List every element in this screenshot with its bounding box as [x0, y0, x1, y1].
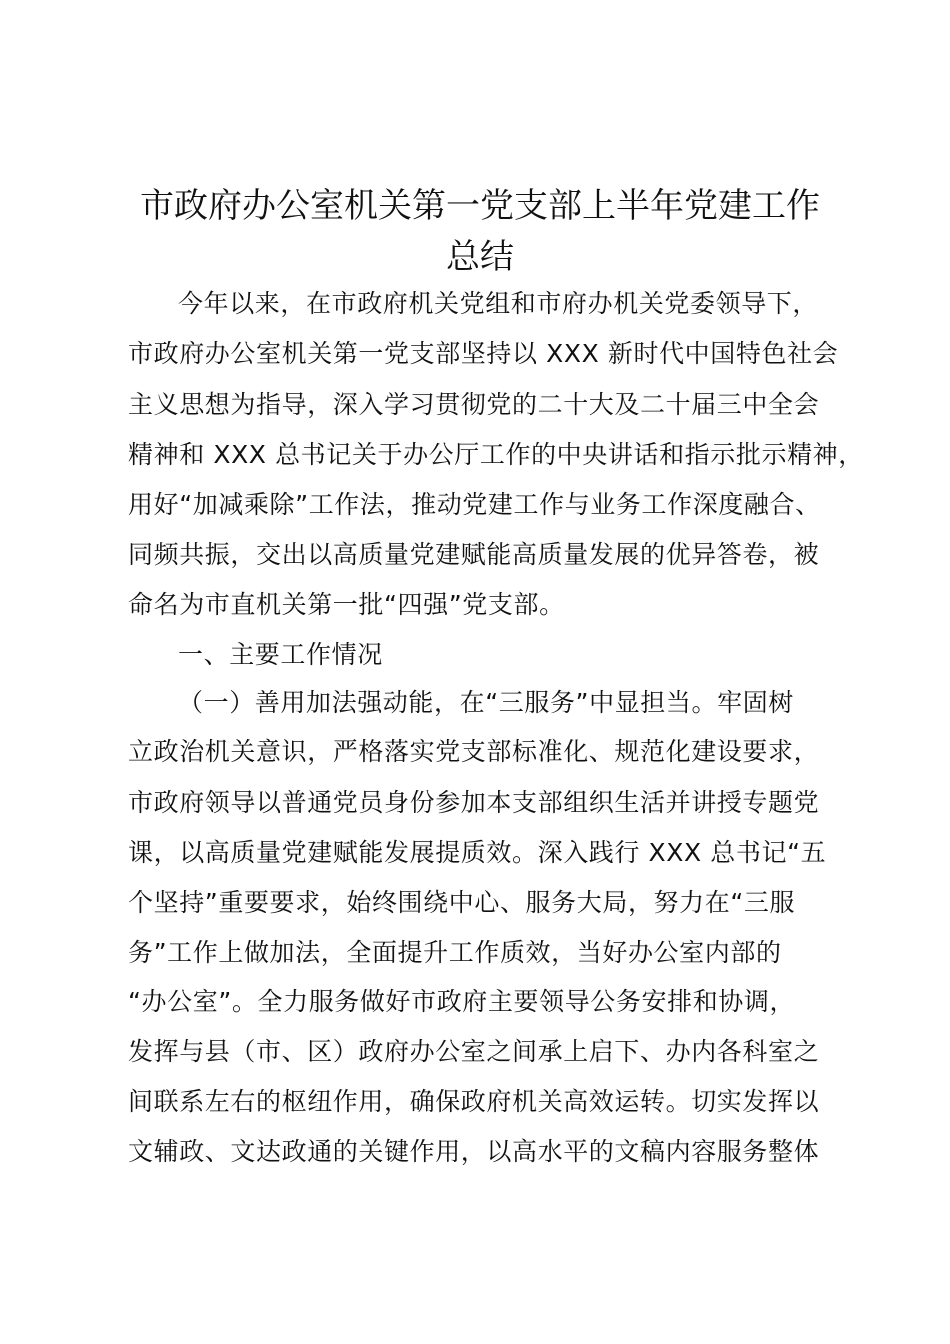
intro-line-6: 同频共振，交出以高质量党建赋能高质量发展的优异答卷，被 [128, 540, 820, 569]
sub1-line-9: 间联系左右的枢纽作用，确保政府机关高效运转。切实发挥以 [128, 1087, 820, 1116]
sub1-line-4: 课，以高质量党建赋能发展提质效。深入践行 XXX 总书记“五 [128, 838, 827, 867]
intro-line-4: 精神和 XXX 总书记关于办公厅工作的中央讲话和指示批示精神， [128, 440, 864, 469]
intro-line-3: 主义思想为指导，深入学习贯彻党的二十大及二十届三中全会 [128, 390, 820, 419]
document-title-line-1: 市政府办公室机关第一党支部上半年党建工作 [140, 186, 820, 226]
sub1-line-2: 立政治机关意识，严格落实党支部标准化、规范化建设要求， [128, 737, 820, 766]
sub1-line-5: 个坚持”重要要求，始终围绕中心、服务大局，努力在“三服 [128, 888, 796, 917]
sub1-line-6: 务”工作上做加法，全面提升工作质效，当好办公室内部的 [128, 938, 782, 967]
sub1-line-7: “办公室”。全力服务做好市政府主要领导公务安排和协调， [128, 987, 796, 1016]
intro-line-2: 市政府办公室机关第一党支部坚持以 XXX 新时代中国特色社会 [128, 339, 839, 368]
intro-line-1: 今年以来，在市政府机关党组和市府办机关党委领导下， [178, 289, 819, 318]
intro-line-5: 用好“加减乘除”工作法，推动党建工作与业务工作深度融合、 [128, 490, 821, 519]
section-heading-1: 一、主要工作情况 [178, 640, 383, 669]
intro-line-7: 命名为市直机关第一批“四强”党支部。 [128, 590, 565, 619]
sub1-line-1: （一）善用加法强动能，在“三服务”中显担当。牢固树 [178, 688, 794, 717]
document-title-line-2: 总结 [446, 237, 514, 277]
sub1-line-10: 文辅政、文达政通的关键作用，以高水平的文稿内容服务整体 [128, 1137, 820, 1166]
sub1-line-3: 市政府领导以普通党员身份参加本支部组织生活并讲授专题党 [128, 788, 820, 817]
sub1-line-8: 发挥与县（市、区）政府办公室之间承上启下、办内各科室之 [128, 1037, 820, 1066]
